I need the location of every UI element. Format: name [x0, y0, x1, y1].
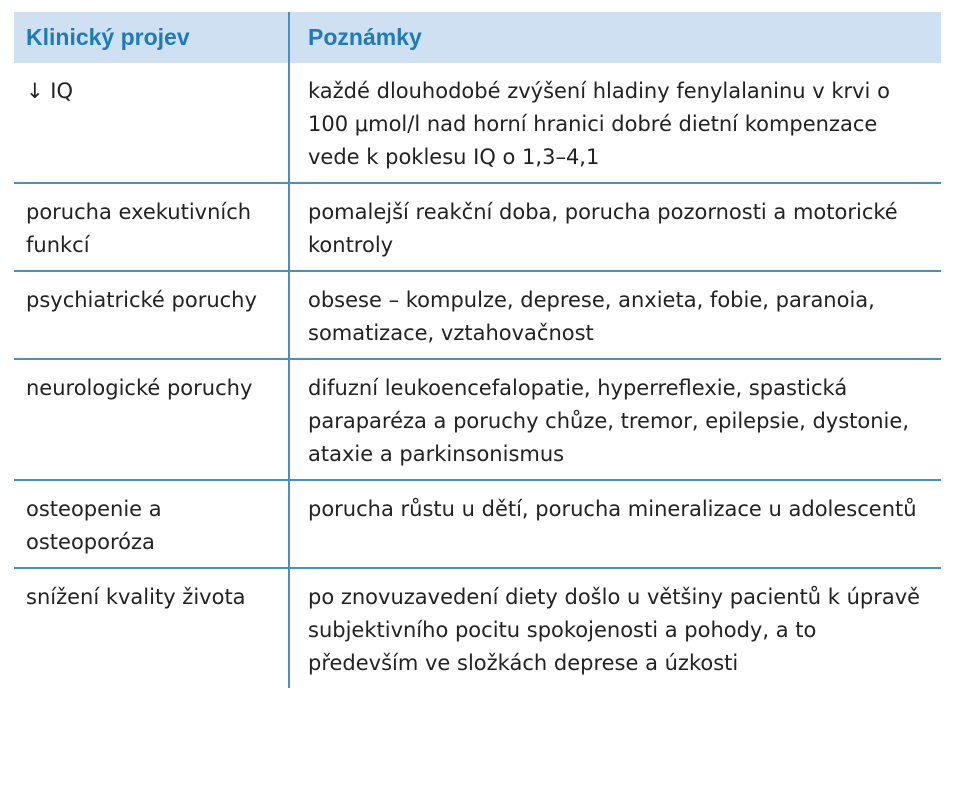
notes-cell: každé dlouhodobé zvýšení hladiny fenylalaninu v krvi o 100 μmol/l nad horní hranici dobré dietní kompenzace vede k poklesu IQ o 1,3–4,1 [289, 63, 941, 183]
table-row [14, 568, 941, 688]
clinical-manifestations-table [14, 12, 941, 688]
table-row [14, 63, 941, 183]
manifestation-cell: neurologické poruchy [14, 359, 289, 480]
table-row [14, 359, 941, 480]
table-row [14, 271, 941, 359]
header-clinical-manifestation: Klinický projev [14, 12, 289, 63]
table-header-row [14, 12, 941, 63]
notes-cell: obsese – kompulze, deprese, anxieta, fobie, paranoia, somatizace, vztahovačnost [289, 271, 941, 359]
notes-cell: pomalejší reakční doba, porucha pozornosti a motorické kontroly [289, 183, 941, 271]
manifestation-cell: osteopenie a osteoporóza [14, 480, 289, 568]
notes-cell: difuzní leukoencefalopatie, hyperreflexie, spastická paraparéza a poruchy chůze, tremor, epilepsie, dystonie, ataxie a parkinsonismus [289, 359, 941, 480]
manifestation-cell: porucha exekutivních funkcí [14, 183, 289, 271]
manifestation-cell: psychiatrické poruchy [14, 271, 289, 359]
manifestation-cell: snížení kvality života [14, 568, 289, 688]
table-row [14, 480, 941, 568]
manifestation-cell: ↓ IQ [14, 63, 289, 183]
header-notes: Poznámky [289, 12, 941, 63]
table-row [14, 183, 941, 271]
notes-cell: po znovuzavedení diety došlo u většiny pacientů k úpravě subjektivního pocitu spokojenosti a pohody, a to především ve složkách deprese a úzkosti [308, 585, 921, 675]
notes-cell: porucha růstu u dětí, porucha mineralizace u adolescentů [289, 480, 941, 568]
